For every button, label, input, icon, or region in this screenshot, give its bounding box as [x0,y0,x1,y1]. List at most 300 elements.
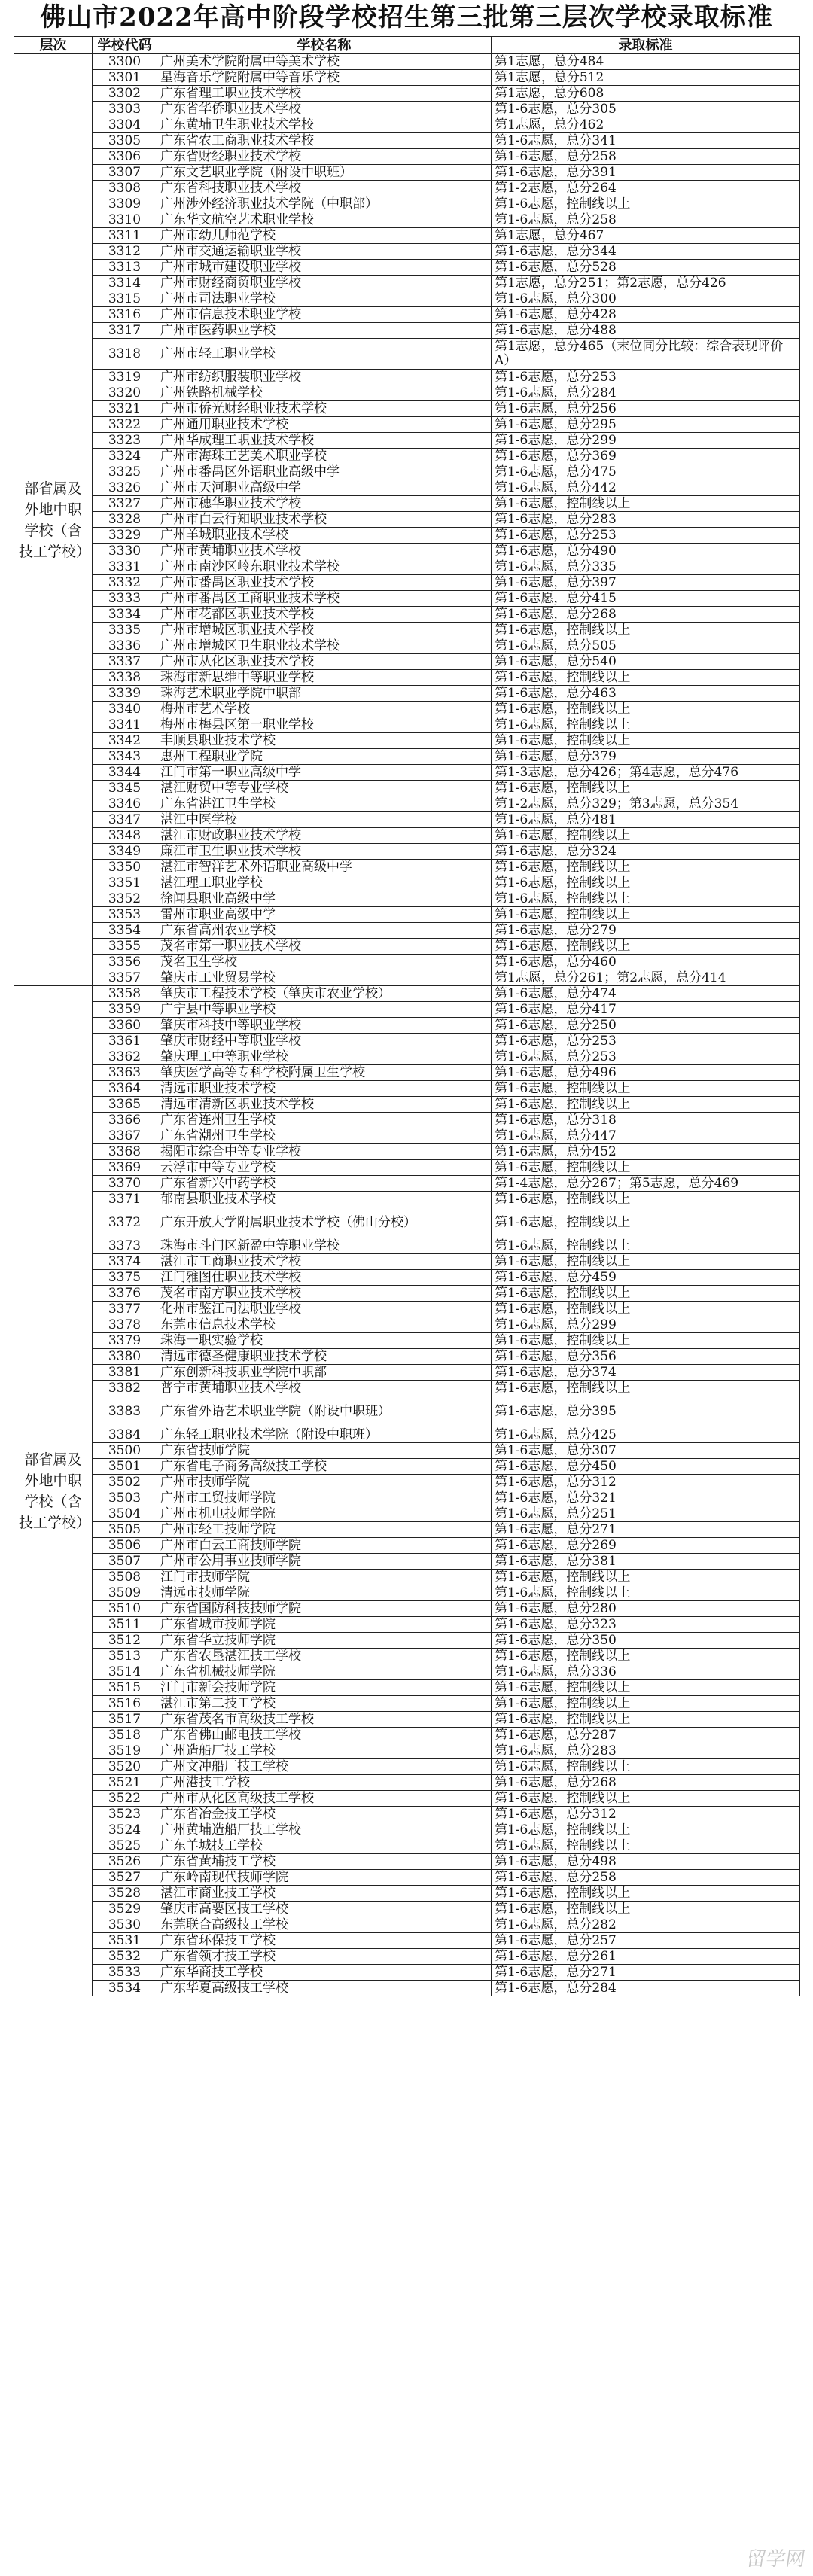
school-code-cell: 3520 [93,1759,157,1775]
school-code-cell: 3378 [93,1317,157,1333]
admission-standard-cell: 第1-6志愿，总分459 [492,1270,800,1286]
admission-standard-cell: 第1-6志愿，总分318 [492,1113,800,1128]
admission-standard-cell: 第1-6志愿，控制线以上 [492,733,800,749]
admission-standard-cell: 第1-6志愿，总分428 [492,307,800,323]
header-level: 层次 [14,37,93,54]
table-row [14,955,800,970]
school-name-cell: 珠海艺术职业学院中职部 [157,686,492,702]
school-name-cell: 广州市黄埔职业技术学校 [157,544,492,559]
school-code-cell: 3377 [93,1302,157,1317]
admission-standard-cell: 第1-6志愿，总分335 [492,559,800,575]
school-name-cell: 云浮市中等专业学校 [157,1160,492,1176]
school-code-cell: 3522 [93,1791,157,1807]
table-row [14,1349,800,1365]
admission-standard-cell: 第1-6志愿，总分350 [492,1633,800,1649]
school-code-cell: 3361 [93,1034,157,1049]
table-row [14,1712,800,1728]
admission-standard-cell: 第1-6志愿，控制线以上 [492,1902,800,1917]
school-code-cell: 3341 [93,717,157,733]
school-name-cell: 肇庆市工业贸易学校 [157,970,492,986]
table-row [14,1144,800,1160]
school-name-cell: 广州市轻工技师学院 [157,1522,492,1538]
admission-standard-cell: 第1-6志愿，控制线以上 [492,828,800,844]
school-name-cell: 化州市鉴江司法职业学校 [157,1302,492,1317]
school-code-cell: 3316 [93,307,157,323]
school-name-cell: 湛江市工商职业技术学校 [157,1254,492,1270]
admission-standard-cell: 第1-6志愿，总分323 [492,1617,800,1633]
school-code-cell: 3360 [93,1018,157,1034]
admission-standard-cell: 第1-6志愿，控制线以上 [492,1081,800,1097]
school-code-cell: 3314 [93,276,157,291]
table-row [14,417,800,433]
table-row [14,291,800,307]
admission-standard-cell: 第1-6志愿，总分481 [492,812,800,828]
school-code-cell: 3356 [93,955,157,970]
school-name-cell: 广州造船厂技工学校 [157,1743,492,1759]
school-code-cell: 3507 [93,1554,157,1570]
school-code-cell: 3300 [93,54,157,70]
school-code-cell: 3518 [93,1728,157,1743]
school-name-cell: 广东省连州卫生学校 [157,1113,492,1128]
school-code-cell: 3328 [93,512,157,528]
school-name-cell: 广州市从化区职业技术学校 [157,654,492,670]
admission-standard-cell: 第1-6志愿，总分498 [492,1854,800,1870]
table-row [14,765,800,781]
table-row [14,1981,800,1996]
school-code-cell: 3513 [93,1649,157,1664]
school-code-cell: 3376 [93,1286,157,1302]
school-name-cell: 肇庆市科技中等职业学校 [157,1018,492,1034]
table-row [14,591,800,607]
school-code-cell: 3355 [93,939,157,955]
admission-standard-cell: 第1-6志愿，控制线以上 [492,875,800,891]
school-code-cell: 3335 [93,623,157,638]
table-header-row [14,37,800,54]
table-row [14,1270,800,1286]
school-code-cell: 3525 [93,1838,157,1854]
admission-standard-cell: 第1-6志愿，控制线以上 [492,1286,800,1302]
school-name-cell: 廉江市卫生职业技术学校 [157,844,492,860]
category-cell: 部省属及外地中职学校（含技工学校） [14,54,93,986]
admission-standard-cell: 第1-6志愿，总分253 [492,1034,800,1049]
admission-standard-cell: 第1-6志愿，总分488 [492,323,800,339]
school-name-cell: 珠海市新思维中等职业学校 [157,670,492,686]
school-code-cell: 3529 [93,1902,157,1917]
school-name-cell: 广东省茂名市高级技工学校 [157,1712,492,1728]
table-row [14,1759,800,1775]
school-name-cell: 湛江市智洋艺术外语职业高级中学 [157,860,492,875]
table-row [14,1034,800,1049]
school-code-cell: 3371 [93,1192,157,1207]
school-code-cell: 3330 [93,544,157,559]
school-name-cell: 江门市技师学院 [157,1570,492,1585]
table-row [14,1728,800,1743]
table-row [14,1791,800,1807]
table-row [14,1601,800,1617]
school-name-cell: 广州市交通运输职业学校 [157,244,492,260]
table-row [14,1302,800,1317]
school-name-cell: 广东省农垦湛江技工学校 [157,1649,492,1664]
admission-standard-cell: 第1-6志愿，总分463 [492,686,800,702]
school-code-cell: 3327 [93,496,157,512]
admission-standard-cell: 第1志愿，总分484 [492,54,800,70]
table-row [14,1554,800,1570]
watermark: 留学网 [744,2548,807,2571]
table-row [14,512,800,528]
admission-standard-cell: 第1志愿，总分608 [492,86,800,102]
school-code-cell: 3368 [93,1144,157,1160]
admission-standard-cell: 第1-6志愿，总分284 [492,385,800,401]
table-row [14,165,800,181]
admission-standard-cell: 第1-3志愿，总分426；第4志愿，总分476 [492,765,800,781]
school-code-cell: 3373 [93,1238,157,1254]
table-row [14,1207,800,1238]
school-name-cell: 肇庆市高要区技工学校 [157,1902,492,1917]
school-code-cell: 3345 [93,781,157,796]
table-row [14,1807,800,1822]
table-row [14,1538,800,1554]
table-row [14,796,800,812]
admission-standard-cell: 第1-2志愿，总分264 [492,181,800,196]
admission-standard-cell: 第1-6志愿，总分282 [492,1917,800,1933]
table-row [14,433,800,449]
school-code-cell: 3384 [93,1427,157,1443]
school-code-cell: 3302 [93,86,157,102]
admission-standard-cell: 第1-6志愿，控制线以上 [492,1254,800,1270]
table-row [14,907,800,923]
admission-standard-cell: 第1-6志愿，总分253 [492,528,800,544]
admission-standard-cell: 第1-6志愿，总分397 [492,575,800,591]
school-code-cell: 3332 [93,575,157,591]
table-row [14,54,800,70]
admission-standard-cell: 第1-6志愿，总分369 [492,449,800,464]
school-name-cell: 普宁市黄埔职业技术学校 [157,1381,492,1396]
school-name-cell: 广州市机电技师学院 [157,1506,492,1522]
table-row [14,212,800,228]
school-code-cell: 3519 [93,1743,157,1759]
table-row [14,1933,800,1949]
school-name-cell: 广东省领才技工学校 [157,1949,492,1965]
school-code-cell: 3346 [93,796,157,812]
table-row [14,559,800,575]
admission-standard-cell: 第1-6志愿，总分490 [492,544,800,559]
school-code-cell: 3500 [93,1443,157,1459]
table-row [14,781,800,796]
table-row [14,1254,800,1270]
school-name-cell: 广东省理工职业技术学校 [157,86,492,102]
school-name-cell: 广东华夏高级技工学校 [157,1981,492,1996]
school-name-cell: 广宁县中等职业学校 [157,1002,492,1018]
school-code-cell: 3347 [93,812,157,828]
header-school-name: 学校名称 [157,37,492,54]
school-name-cell: 广州市工贸技师学院 [157,1490,492,1506]
school-name-cell: 广州市南沙区岭东职业技术学校 [157,559,492,575]
school-name-cell: 广州市穗华职业技术学校 [157,496,492,512]
table-row [14,1365,800,1381]
admission-standard-cell: 第1-6志愿，总分356 [492,1349,800,1365]
admission-standard-cell: 第1-6志愿，总分269 [492,1538,800,1554]
admission-standard-cell: 第1-6志愿，控制线以上 [492,891,800,907]
table-row [14,686,800,702]
admission-standard-cell: 第1-6志愿，控制线以上 [492,1097,800,1113]
school-code-cell: 3312 [93,244,157,260]
school-code-cell: 3349 [93,844,157,860]
school-name-cell: 广东岭南现代技师学院 [157,1870,492,1886]
school-code-cell: 3504 [93,1506,157,1522]
school-code-cell: 3319 [93,370,157,385]
school-name-cell: 广州铁路机械学校 [157,385,492,401]
admission-standard-cell: 第1-6志愿，控制线以上 [492,939,800,955]
school-name-cell: 广州涉外经济职业技术学院（中职部） [157,196,492,212]
school-code-cell: 3308 [93,181,157,196]
admission-standard-cell: 第1-6志愿，总分336 [492,1664,800,1680]
school-code-cell: 3531 [93,1933,157,1949]
admission-standard-cell: 第1-6志愿，总分253 [492,1049,800,1065]
school-code-cell: 3521 [93,1775,157,1791]
school-name-cell: 广东省电子商务高级技工学校 [157,1459,492,1475]
school-name-cell: 茂名市第一职业技术学校 [157,939,492,955]
header-admission-standard: 录取标准 [492,37,800,54]
table-row [14,70,800,86]
school-code-cell: 3352 [93,891,157,907]
admission-standard-cell: 第1-6志愿，总分307 [492,1443,800,1459]
admission-standard-cell: 第1-6志愿，总分287 [492,1728,800,1743]
school-name-cell: 东莞市信息技术学校 [157,1317,492,1333]
admission-standard-cell: 第1-6志愿，总分250 [492,1018,800,1034]
admission-standard-cell: 第1-6志愿，控制线以上 [492,1649,800,1664]
school-code-cell: 3366 [93,1113,157,1128]
school-name-cell: 广州市番禺区工商职业技术学校 [157,591,492,607]
admission-standard-cell: 第1-6志愿，总分381 [492,1554,800,1570]
table-row [14,1097,800,1113]
admission-standard-cell: 第1-6志愿，控制线以上 [492,1570,800,1585]
admission-standard-cell: 第1-6志愿，总分415 [492,591,800,607]
school-code-cell: 3370 [93,1176,157,1192]
school-name-cell: 广东省湛江卫生学校 [157,796,492,812]
school-code-cell: 3363 [93,1065,157,1081]
school-name-cell: 广州市白云工商技师学院 [157,1538,492,1554]
table-row [14,1680,800,1696]
school-name-cell: 广东省国防科技技师学院 [157,1601,492,1617]
page-title: 佛山市2022年高中阶段学校招生第三批第三层次学校录取标准 [40,2,773,32]
admission-standard-cell: 第1-6志愿，总分295 [492,417,800,433]
school-code-cell: 3324 [93,449,157,464]
admission-standard-cell: 第1-6志愿，控制线以上 [492,1207,800,1238]
table-row [14,1649,800,1664]
school-code-cell: 3524 [93,1822,157,1838]
table-row [14,1965,800,1981]
school-code-cell: 3528 [93,1886,157,1902]
table-row [14,102,800,117]
admission-standard-cell: 第1-6志愿，总分379 [492,749,800,765]
admission-standard-cell: 第1-6志愿，总分447 [492,1128,800,1144]
admission-standard-cell: 第1-6志愿，总分474 [492,986,800,1002]
admission-standard-cell: 第1-6志愿，总分540 [492,654,800,670]
table-row [14,654,800,670]
admission-standard-cell: 第1-6志愿，总分324 [492,844,800,860]
admission-standard-cell: 第1-6志愿，总分417 [492,1002,800,1018]
school-name-cell: 广东省华立技师学院 [157,1633,492,1649]
school-code-cell: 3364 [93,1081,157,1097]
school-name-cell: 广州市白云行知职业技术学校 [157,512,492,528]
table-row [14,1459,800,1475]
admission-standard-cell: 第1-6志愿，控制线以上 [492,781,800,796]
table-row [14,544,800,559]
admission-standard-cell: 第1-6志愿，总分395 [492,1396,800,1427]
table-row [14,575,800,591]
table-row [14,1775,800,1791]
admission-standard-cell: 第1-6志愿，总分496 [492,1065,800,1081]
admission-standard-cell: 第1-6志愿，控制线以上 [492,717,800,733]
school-code-cell: 3383 [93,1396,157,1427]
table-row [14,875,800,891]
school-name-cell: 广州羊城职业技术学校 [157,528,492,544]
school-code-cell: 3351 [93,875,157,891]
admission-standard-cell: 第1-6志愿，控制线以上 [492,496,800,512]
school-code-cell: 3320 [93,385,157,401]
table-row [14,1902,800,1917]
school-name-cell: 广东开放大学附属职业技术学校（佛山分校） [157,1207,492,1238]
school-code-cell: 3348 [93,828,157,844]
admission-standard-cell: 第1-6志愿，总分299 [492,1317,800,1333]
admission-standard-cell: 第1-6志愿，总分452 [492,1144,800,1160]
school-code-cell: 3523 [93,1807,157,1822]
admission-standard-cell: 第1-6志愿，总分251 [492,1506,800,1522]
school-code-cell: 3303 [93,102,157,117]
admission-standard-cell: 第1-6志愿，控制线以上 [492,907,800,923]
table-row [14,149,800,165]
school-code-cell: 3532 [93,1949,157,1965]
school-name-cell: 茂名市南方职业技术学校 [157,1286,492,1302]
table-row [14,1870,800,1886]
table-row [14,1949,800,1965]
table-row [14,1317,800,1333]
admission-standard-cell: 第1-6志愿，总分505 [492,638,800,654]
table-row [14,1081,800,1097]
school-code-cell: 3317 [93,323,157,339]
admission-standard-cell: 第1-6志愿，控制线以上 [492,1791,800,1807]
admission-standard-cell: 第1志愿，总分462 [492,117,800,133]
category-cell: 部省属及外地中职学校（含技工学校） [14,986,93,1996]
school-code-cell: 3369 [93,1160,157,1176]
school-name-cell: 清远市清新区职业技术学校 [157,1097,492,1113]
school-name-cell: 广州市天河职业高级中学 [157,480,492,496]
admission-standard-cell: 第1-6志愿，控制线以上 [492,1585,800,1601]
table-row [14,733,800,749]
school-code-cell: 3359 [93,1002,157,1018]
school-code-cell: 3502 [93,1475,157,1490]
school-code-cell: 3375 [93,1270,157,1286]
school-name-cell: 广州市增城区职业技术学校 [157,623,492,638]
table-row [14,1113,800,1128]
school-code-cell: 3530 [93,1917,157,1933]
table-row [14,1570,800,1585]
school-code-cell: 3343 [93,749,157,765]
school-code-cell: 3318 [93,339,157,370]
school-code-cell: 3322 [93,417,157,433]
admission-standard-cell: 第1-6志愿，控制线以上 [492,1160,800,1176]
school-code-cell: 3340 [93,702,157,717]
school-code-cell: 3313 [93,260,157,276]
school-code-cell: 3315 [93,291,157,307]
school-name-cell: 广东华商技工学校 [157,1965,492,1981]
table-row [14,1427,800,1443]
header-school-code: 学校代码 [93,37,157,54]
admission-standard-cell: 第1-6志愿，控制线以上 [492,1381,800,1396]
school-code-cell: 3510 [93,1601,157,1617]
school-code-cell: 3367 [93,1128,157,1144]
school-name-cell: 湛江财贸中等专业学校 [157,781,492,796]
school-code-cell: 3336 [93,638,157,654]
table-row [14,276,800,291]
school-name-cell: 广州市轻工职业学校 [157,339,492,370]
school-name-cell: 肇庆理工中等职业学校 [157,1049,492,1065]
admission-standard-cell: 第1-6志愿，总分305 [492,102,800,117]
school-name-cell: 广州市幼儿师范学校 [157,228,492,244]
school-code-cell: 3353 [93,907,157,923]
table-row [14,986,800,1002]
school-name-cell: 广东黄埔卫生职业技术学校 [157,117,492,133]
table-row [14,939,800,955]
table-row [14,1176,800,1192]
school-code-cell: 3508 [93,1570,157,1585]
admission-standard-cell: 第1-6志愿，控制线以上 [492,196,800,212]
school-name-cell: 广州市海珠工艺美术职业学校 [157,449,492,464]
admission-standard-cell: 第1-6志愿，控制线以上 [492,1759,800,1775]
school-name-cell: 湛江市第二技工学校 [157,1696,492,1712]
admission-standard-cell: 第1-6志愿，总分258 [492,1870,800,1886]
school-code-cell: 3506 [93,1538,157,1554]
table-row [14,117,800,133]
table-row [14,385,800,401]
table-row [14,1002,800,1018]
school-code-cell: 3365 [93,1097,157,1113]
admission-standard-cell: 第1-4志愿，总分267；第5志愿，总分469 [492,1176,800,1192]
school-name-cell: 揭阳市综合中等专业学校 [157,1144,492,1160]
school-code-cell: 3334 [93,607,157,623]
table-row [14,1238,800,1254]
school-name-cell: 广州市医药职业学校 [157,323,492,339]
admission-standard-cell: 第1-6志愿，总分280 [492,1601,800,1617]
school-code-cell: 3311 [93,228,157,244]
school-name-cell: 广州市增城区卫生职业技术学校 [157,638,492,654]
school-name-cell: 广州通用职业技术学校 [157,417,492,433]
school-name-cell: 广东羊城技工学校 [157,1838,492,1854]
school-name-cell: 广州市番禺区职业技术学校 [157,575,492,591]
school-code-cell: 3306 [93,149,157,165]
admission-standard-cell: 第1-6志愿，控制线以上 [492,1822,800,1838]
school-name-cell: 湛江理工职业学校 [157,875,492,891]
school-name-cell: 广州华成理工职业技术学校 [157,433,492,449]
table-row [14,323,800,339]
school-name-cell: 江门市第一职业高级中学 [157,765,492,781]
school-name-cell: 广东省华侨职业技术学校 [157,102,492,117]
table-row [14,1475,800,1490]
school-code-cell: 3379 [93,1333,157,1349]
school-name-cell: 广州市纺织服装职业学校 [157,370,492,385]
school-code-cell: 3514 [93,1664,157,1680]
school-name-cell: 广东省外语艺术职业学院（附设中职班） [157,1396,492,1427]
school-name-cell: 梅州市梅县区第一职业学校 [157,717,492,733]
school-name-cell: 广东省高州农业学校 [157,923,492,939]
admission-standard-cell: 第1-6志愿，控制线以上 [492,1696,800,1712]
admission-standard-cell: 第1-6志愿，总分374 [492,1365,800,1381]
admission-standard-cell: 第1-6志愿，总分258 [492,212,800,228]
school-code-cell: 3374 [93,1254,157,1270]
table-row [14,1396,800,1427]
school-name-cell: 广州市花都区职业技术学校 [157,607,492,623]
table-row [14,670,800,686]
